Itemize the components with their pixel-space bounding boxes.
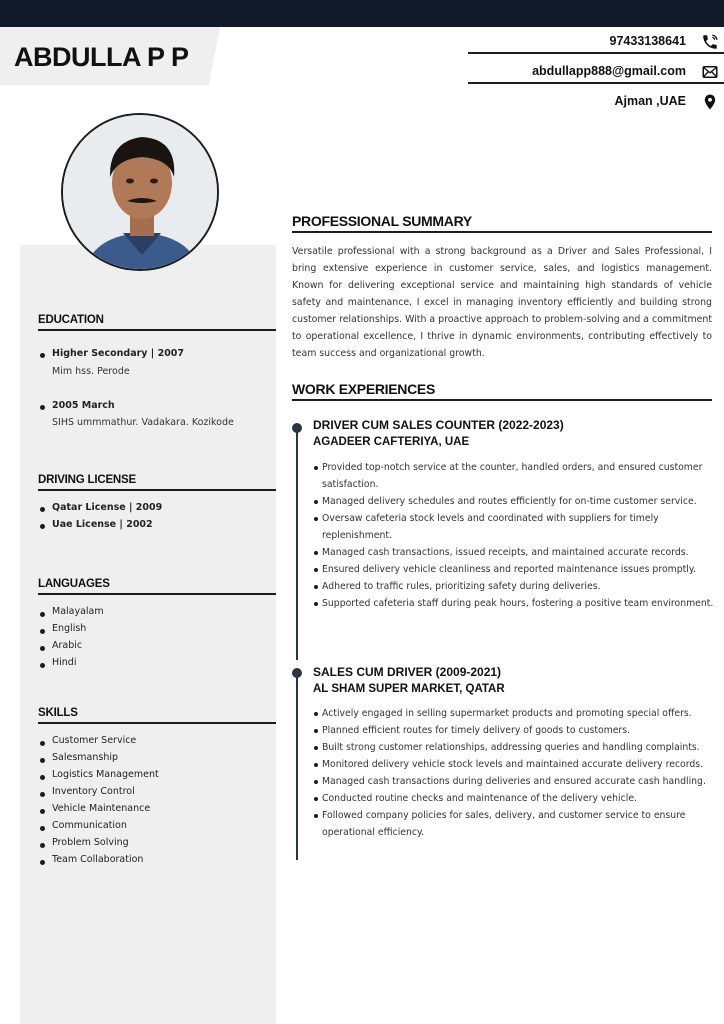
duty-item: Conducted routine checks and maintenance of the delivery vehicle. bbox=[313, 790, 718, 807]
summary-heading: PROFESSIONAL SUMMARY bbox=[292, 213, 472, 229]
education-detail: SIHS ummmathur. Vadakara. Kozikode bbox=[52, 417, 234, 428]
bullet-icon bbox=[40, 612, 45, 617]
skill-item: Logistics Management bbox=[52, 769, 159, 780]
driving-license-divider bbox=[38, 489, 276, 491]
timeline-dot bbox=[292, 423, 302, 433]
bullet-icon bbox=[40, 507, 45, 512]
bullet-icon bbox=[40, 741, 45, 746]
candidate-name: ABDULLA P P bbox=[14, 42, 189, 72]
profile-photo bbox=[61, 113, 219, 271]
bullet-icon bbox=[40, 646, 45, 651]
skills-heading: SKILLS bbox=[38, 707, 78, 719]
bullet-icon bbox=[40, 353, 45, 358]
bullet-icon bbox=[40, 629, 45, 634]
languages-heading: LANGUAGES bbox=[38, 578, 110, 590]
job-title: SALES CUM DRIVER (2009-2021) bbox=[313, 665, 502, 679]
bullet-icon bbox=[40, 792, 45, 797]
duty-item: Supported cafeteria staff during peak hours, fostering a positive team environment. bbox=[313, 595, 718, 612]
map-pin-icon bbox=[701, 93, 719, 111]
duty-item: Built strong customer relationships, addressing queries and handling complaints. bbox=[313, 739, 718, 756]
bullet-icon bbox=[40, 826, 45, 831]
driving-license-heading: DRIVING LICENSE bbox=[38, 474, 136, 486]
timeline-dot bbox=[292, 668, 302, 678]
bullet-icon bbox=[40, 405, 45, 410]
email-text: abdullapp888@gmail.com bbox=[532, 64, 686, 78]
duty-item: Ensured delivery vehicle cleanliness and reported maintenance issues promptly. bbox=[313, 561, 718, 578]
contact-divider bbox=[468, 52, 724, 54]
duty-item: Provided top-notch service at the counter, handled orders, and ensured customer satisfaction. bbox=[313, 459, 718, 493]
education-title: 2005 March bbox=[52, 400, 115, 411]
education-title: Higher Secondary | 2007 bbox=[52, 348, 185, 359]
language-item: English bbox=[52, 623, 87, 634]
skill-item: Team Collaboration bbox=[52, 854, 144, 865]
location-text: Ajman ,UAE bbox=[614, 94, 686, 108]
language-item: Malayalam bbox=[52, 606, 104, 617]
timeline-line bbox=[296, 675, 298, 860]
skill-item: Problem Solving bbox=[52, 837, 129, 848]
summary-divider bbox=[292, 231, 712, 233]
contact-divider bbox=[468, 82, 724, 84]
skill-item: Inventory Control bbox=[52, 786, 135, 797]
envelope-icon bbox=[701, 63, 719, 81]
skill-item: Communication bbox=[52, 820, 127, 831]
bullet-icon bbox=[40, 860, 45, 865]
job-company: AL SHAM SUPER MARKET, QATAR bbox=[313, 683, 505, 695]
education-heading: EDUCATION bbox=[38, 314, 104, 326]
job-title: DRIVER CUM SALES COUNTER (2022-2023) bbox=[313, 418, 564, 432]
duty-item: Adhered to traffic rules, prioritizing safety during deliveries. bbox=[313, 578, 718, 595]
sidebar bbox=[20, 245, 276, 1024]
duty-item: Planned efficient routes for timely delivery of goods to customers. bbox=[313, 722, 718, 739]
language-item: Hindi bbox=[52, 657, 77, 668]
duty-item: Managed cash transactions, issued receipts, and maintained accurate records. bbox=[313, 544, 718, 561]
summary-text: Versatile professional with a strong background as a Driver and Sales Professional, I bring extensive experience in customer service, sales, and logistics management. Known for delivering exceptional service and maintaining high standards of vehicle safety and maintenance, I excel in managing inventory efficiently and building strong customer relationships. With a proactive approach to problem-solving and a commitment to operational excellence, I thrive in dynamic environments, contributing effectively to team success and organizational growth. bbox=[292, 246, 712, 359]
job-duties-list bbox=[313, 705, 718, 841]
duty-item: Managed delivery schedules and routes efficiently for on-time customer service. bbox=[313, 493, 718, 510]
skill-item: Customer Service bbox=[52, 735, 137, 746]
top-bar bbox=[0, 0, 724, 27]
bullet-icon bbox=[40, 758, 45, 763]
duty-item: Managed cash transactions during deliveries and ensured accurate cash handling. bbox=[313, 773, 718, 790]
experience-heading: WORK EXPERIENCES bbox=[292, 381, 435, 397]
education-detail: Mim hss. Perode bbox=[52, 366, 130, 377]
bullet-icon bbox=[40, 809, 45, 814]
license-item: Uae License | 2002 bbox=[52, 519, 153, 530]
duty-item: Oversaw cafeteria stock levels and coordinated with suppliers for timely replenishment. bbox=[313, 510, 718, 544]
skills-divider bbox=[38, 722, 276, 724]
bullet-icon bbox=[40, 775, 45, 780]
bullet-icon bbox=[40, 843, 45, 848]
bullet-icon bbox=[40, 663, 45, 668]
skill-item: Salesmanship bbox=[52, 752, 119, 763]
duty-item: Actively engaged in selling supermarket products and promoting special offers. bbox=[313, 705, 718, 722]
job-company: AGADEER CAFTERIYA, UAE bbox=[313, 436, 470, 448]
education-divider bbox=[38, 329, 276, 331]
duty-item: Monitored delivery vehicle stock levels and maintained accurate delivery records. bbox=[313, 756, 718, 773]
experience-divider bbox=[292, 399, 712, 401]
job-duties-list bbox=[313, 459, 718, 612]
phone-icon bbox=[701, 33, 719, 51]
duty-item: Followed company policies for sales, delivery, and customer service to ensure operational efficiency. bbox=[313, 807, 718, 841]
timeline-line bbox=[296, 428, 298, 660]
skill-item: Vehicle Maintenance bbox=[52, 803, 151, 814]
bullet-icon bbox=[40, 524, 45, 529]
license-item: Qatar License | 2009 bbox=[52, 502, 163, 513]
person-portrait-icon bbox=[63, 115, 219, 271]
phone-text: 97433138641 bbox=[609, 34, 686, 48]
language-item: Arabic bbox=[52, 640, 83, 651]
languages-divider bbox=[38, 593, 276, 595]
